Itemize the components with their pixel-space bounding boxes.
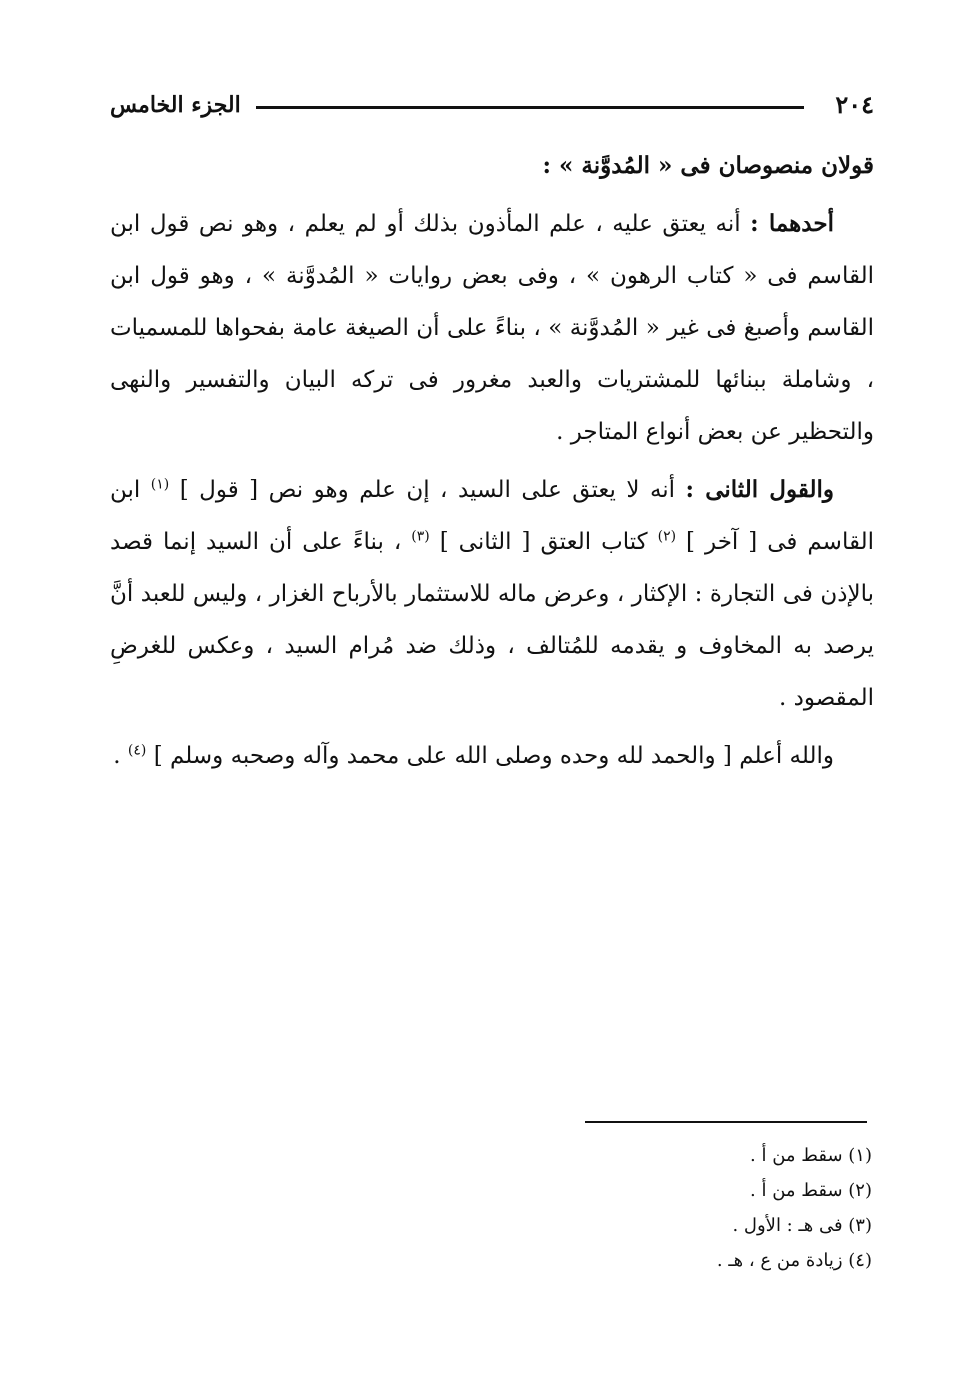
footnote-4: (٤) زيادة من ع ، هـ . bbox=[716, 1250, 872, 1271]
footnote-ref-1[interactable]: (١) bbox=[150, 476, 170, 493]
footnote-ref-2[interactable]: (٢) bbox=[657, 528, 677, 545]
paragraph-first-opinion bbox=[110, 198, 874, 458]
first-opinion-text: أنه يعتق عليه ، علم المأذون بذلك أو لم يعلم ، وهو نص قول ابن القاسم فى « كتاب الرهون » ، وفى بعض روايات « المُدوَّنة » ، وهو قول ابن القاسم وأصبغ فى غير « المُدوَّنة » ، بناءً على أن الصيغة عامة بفحواها للمسميات ، وشاملة ببنائها للمشتريات والعبد مغرور فى تركه البيان والتفسير والنهى والتحظير عن بعض أنواع المتاجر . bbox=[110, 211, 874, 445]
first-opinion-lead: أحدهما : bbox=[750, 210, 834, 237]
second-opinion-text-2: ابن القاسم فى [ آخر ] bbox=[110, 477, 874, 555]
paragraph-second-opinion bbox=[110, 464, 874, 724]
paragraph-closing bbox=[110, 730, 874, 782]
body-text bbox=[110, 140, 874, 782]
footnotes bbox=[560, 1138, 872, 1278]
footnote-1: (١) سقط من أ . bbox=[750, 1145, 872, 1166]
page-header bbox=[110, 88, 874, 128]
running-title: الجزء الخامس bbox=[110, 92, 241, 118]
header-rule bbox=[256, 106, 804, 109]
footnote-3: (٣) فى هـ : الأول . bbox=[732, 1215, 872, 1236]
second-opinion-text-3: كتاب العتق [ الثانى ] bbox=[429, 529, 658, 555]
closing-text-2: . bbox=[113, 743, 128, 769]
footnote-separator bbox=[585, 1121, 867, 1123]
page-number: ٢٠٤ bbox=[835, 90, 874, 119]
second-opinion-lead: والقول الثانى : bbox=[685, 476, 834, 503]
footnote-2: (٢) سقط من أ . bbox=[750, 1180, 872, 1201]
paragraph-intro: قولان منصوصان فى « المُدوَّنة » : bbox=[542, 152, 874, 179]
second-opinion-text-1: أنه لا يعتق على السيد ، إن علم وهو نص [ قول ] bbox=[169, 477, 686, 503]
closing-text-1: والله أعلم [ والحمد لله وحده وصلى الله على محمد وآله وصحبه وسلم ] bbox=[146, 743, 834, 769]
second-opinion-text-4: ، بناءً على أن السيد إنما قصد بالإذن فى التجارة : الإكثار ، وعرض ماله للاستثمار بالأرباح الغزار ، وليس للعبد أنَّ يرصد به المخاوف و يقدمه للمُتالف ، وذلك ضد مُرام السيد ، وعكس للغرضِ المقصود . bbox=[110, 529, 874, 711]
footnote-ref-3[interactable]: (٣) bbox=[411, 528, 430, 545]
footnote-ref-4[interactable]: (٤) bbox=[127, 742, 147, 759]
